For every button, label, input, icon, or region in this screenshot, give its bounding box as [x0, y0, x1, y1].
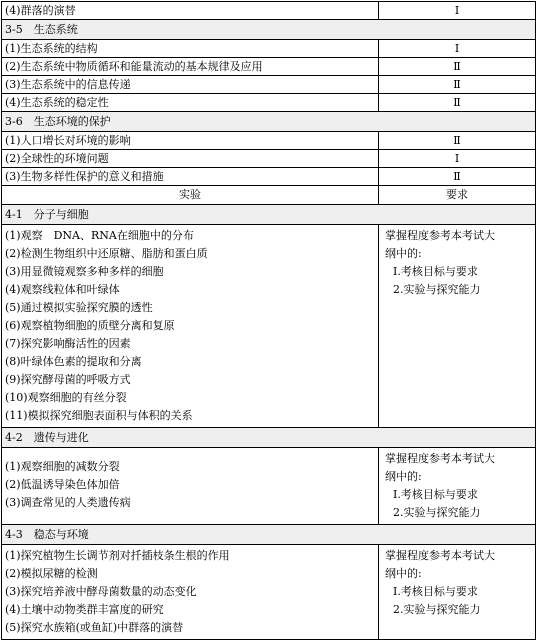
- list-item: (1)观察 DNA、RNA在细胞中的分布: [5, 229, 194, 242]
- item-cell: (1)生态系统的结构: [2, 40, 379, 58]
- list-item: (2)检测生物组织中还原糖、脂肪和蛋白质: [5, 247, 208, 260]
- requirement-cell: [379, 448, 536, 525]
- requirement-line: 纲中的:: [385, 470, 422, 483]
- list-item: (4)土壤中动物类群丰富度的研究: [5, 603, 164, 616]
- item-cell: (4)生态系统的稳定性: [2, 94, 379, 112]
- level-cell: Ⅱ: [379, 94, 536, 112]
- requirement-line: 掌握程度参考本考试大: [385, 549, 495, 562]
- item-cell: (2)全球性的环境问题: [2, 150, 379, 168]
- item-cell: (3)生态系统中的信息传递: [2, 76, 379, 94]
- table-row: [2, 40, 536, 58]
- requirement-line: 掌握程度参考本考试大: [385, 452, 495, 465]
- level-cell: Ⅱ: [379, 168, 536, 186]
- list-item: (2)模拟尿糖的检测: [5, 567, 98, 580]
- table-row: [2, 76, 536, 94]
- level-cell: Ⅱ: [379, 58, 536, 76]
- section-row: [2, 20, 536, 40]
- requirement-item: Ⅰ.考核目标与要求: [393, 585, 478, 598]
- item-cell: (2)生态系统中物质循环和能量流动的基本规律及应用: [2, 58, 379, 76]
- level-cell: Ⅰ: [379, 150, 536, 168]
- requirement-line: 掌握程度参考本考试大: [385, 229, 495, 242]
- table-row: [2, 168, 536, 186]
- list-item: (4)观察线粒体和叶绿体: [5, 283, 120, 296]
- list-item: (6)观察植物细胞的质壁分离和复原: [5, 319, 175, 332]
- section-title: 3-5 生态系统: [2, 20, 536, 40]
- table-row: [2, 94, 536, 112]
- section-title: 4-1 分子与细胞: [2, 205, 536, 225]
- requirement-item: Ⅰ.考核目标与要求: [393, 488, 478, 501]
- experiment-list: [2, 545, 379, 640]
- list-item: (1)观察细胞的减数分裂: [5, 460, 120, 473]
- experiment-list-row: [2, 225, 536, 428]
- list-item: (3)调查常见的人类遗传病: [5, 496, 131, 509]
- section-title: 4-3 稳态与环境: [2, 525, 536, 545]
- section-row: [2, 525, 536, 545]
- section-title: 3-6 生态环境的保护: [2, 112, 536, 132]
- item-cell: (4)群落的演替: [2, 2, 379, 20]
- requirement-item: 2.实验与探究能力: [393, 283, 481, 296]
- list-item: (3)用显微镜观察多种多样的细胞: [5, 265, 164, 278]
- experiment-list: [2, 225, 379, 428]
- requirement-item: 2.实验与探究能力: [393, 506, 481, 519]
- item-cell: (3)生物多样性保护的意义和措施: [2, 168, 379, 186]
- list-item: (11)模拟探究细胞表面积与体积的关系: [5, 409, 193, 422]
- list-item: (8)叶绿体色素的提取和分离: [5, 355, 142, 368]
- list-item: (3)探究培养液中酵母菌数量的动态变化: [5, 585, 197, 598]
- experiment-list-row: [2, 448, 536, 525]
- experiment-list: [2, 448, 379, 525]
- level-cell: Ⅰ: [379, 40, 536, 58]
- section-row: [2, 112, 536, 132]
- syllabus-table: [1, 1, 536, 640]
- requirement-item: 2.实验与探究能力: [393, 603, 481, 616]
- section-row: [2, 428, 536, 448]
- requirement-cell: [379, 225, 536, 428]
- section-title: 4-2 遗传与进化: [2, 428, 536, 448]
- header-requirement: 要求: [379, 186, 536, 205]
- level-cell: Ⅱ: [379, 132, 536, 150]
- requirement-line: 纲中的:: [385, 567, 422, 580]
- list-item: (7)探究影响酶活性的因素: [5, 337, 131, 350]
- item-cell: (1)人口增长对环境的影响: [2, 132, 379, 150]
- table-row: [2, 2, 536, 20]
- requirement-line: 纲中的:: [385, 247, 422, 260]
- table-row: [2, 58, 536, 76]
- table-row: [2, 150, 536, 168]
- list-item: (1)探究植物生长调节剂对扦插枝条生根的作用: [5, 549, 230, 562]
- list-item: (2)低温诱导染色体加倍: [5, 478, 120, 491]
- requirement-item: Ⅰ.考核目标与要求: [393, 265, 478, 278]
- section-row: [2, 205, 536, 225]
- list-item: (5)探究水族箱(或鱼缸)中群落的演替: [5, 621, 184, 634]
- header-experiment: 实验: [2, 186, 379, 205]
- requirement-cell: [379, 545, 536, 640]
- table-row: [2, 132, 536, 150]
- header-row: [2, 186, 536, 205]
- list-item: (5)通过模拟实验探究膜的透性: [5, 301, 153, 314]
- level-cell: Ⅰ: [379, 2, 536, 20]
- experiment-list-row: [2, 545, 536, 640]
- list-item: (10)观察细胞的有丝分裂: [5, 391, 127, 404]
- level-cell: Ⅱ: [379, 76, 536, 94]
- list-item: (9)探究酵母菌的呼吸方式: [5, 373, 131, 386]
